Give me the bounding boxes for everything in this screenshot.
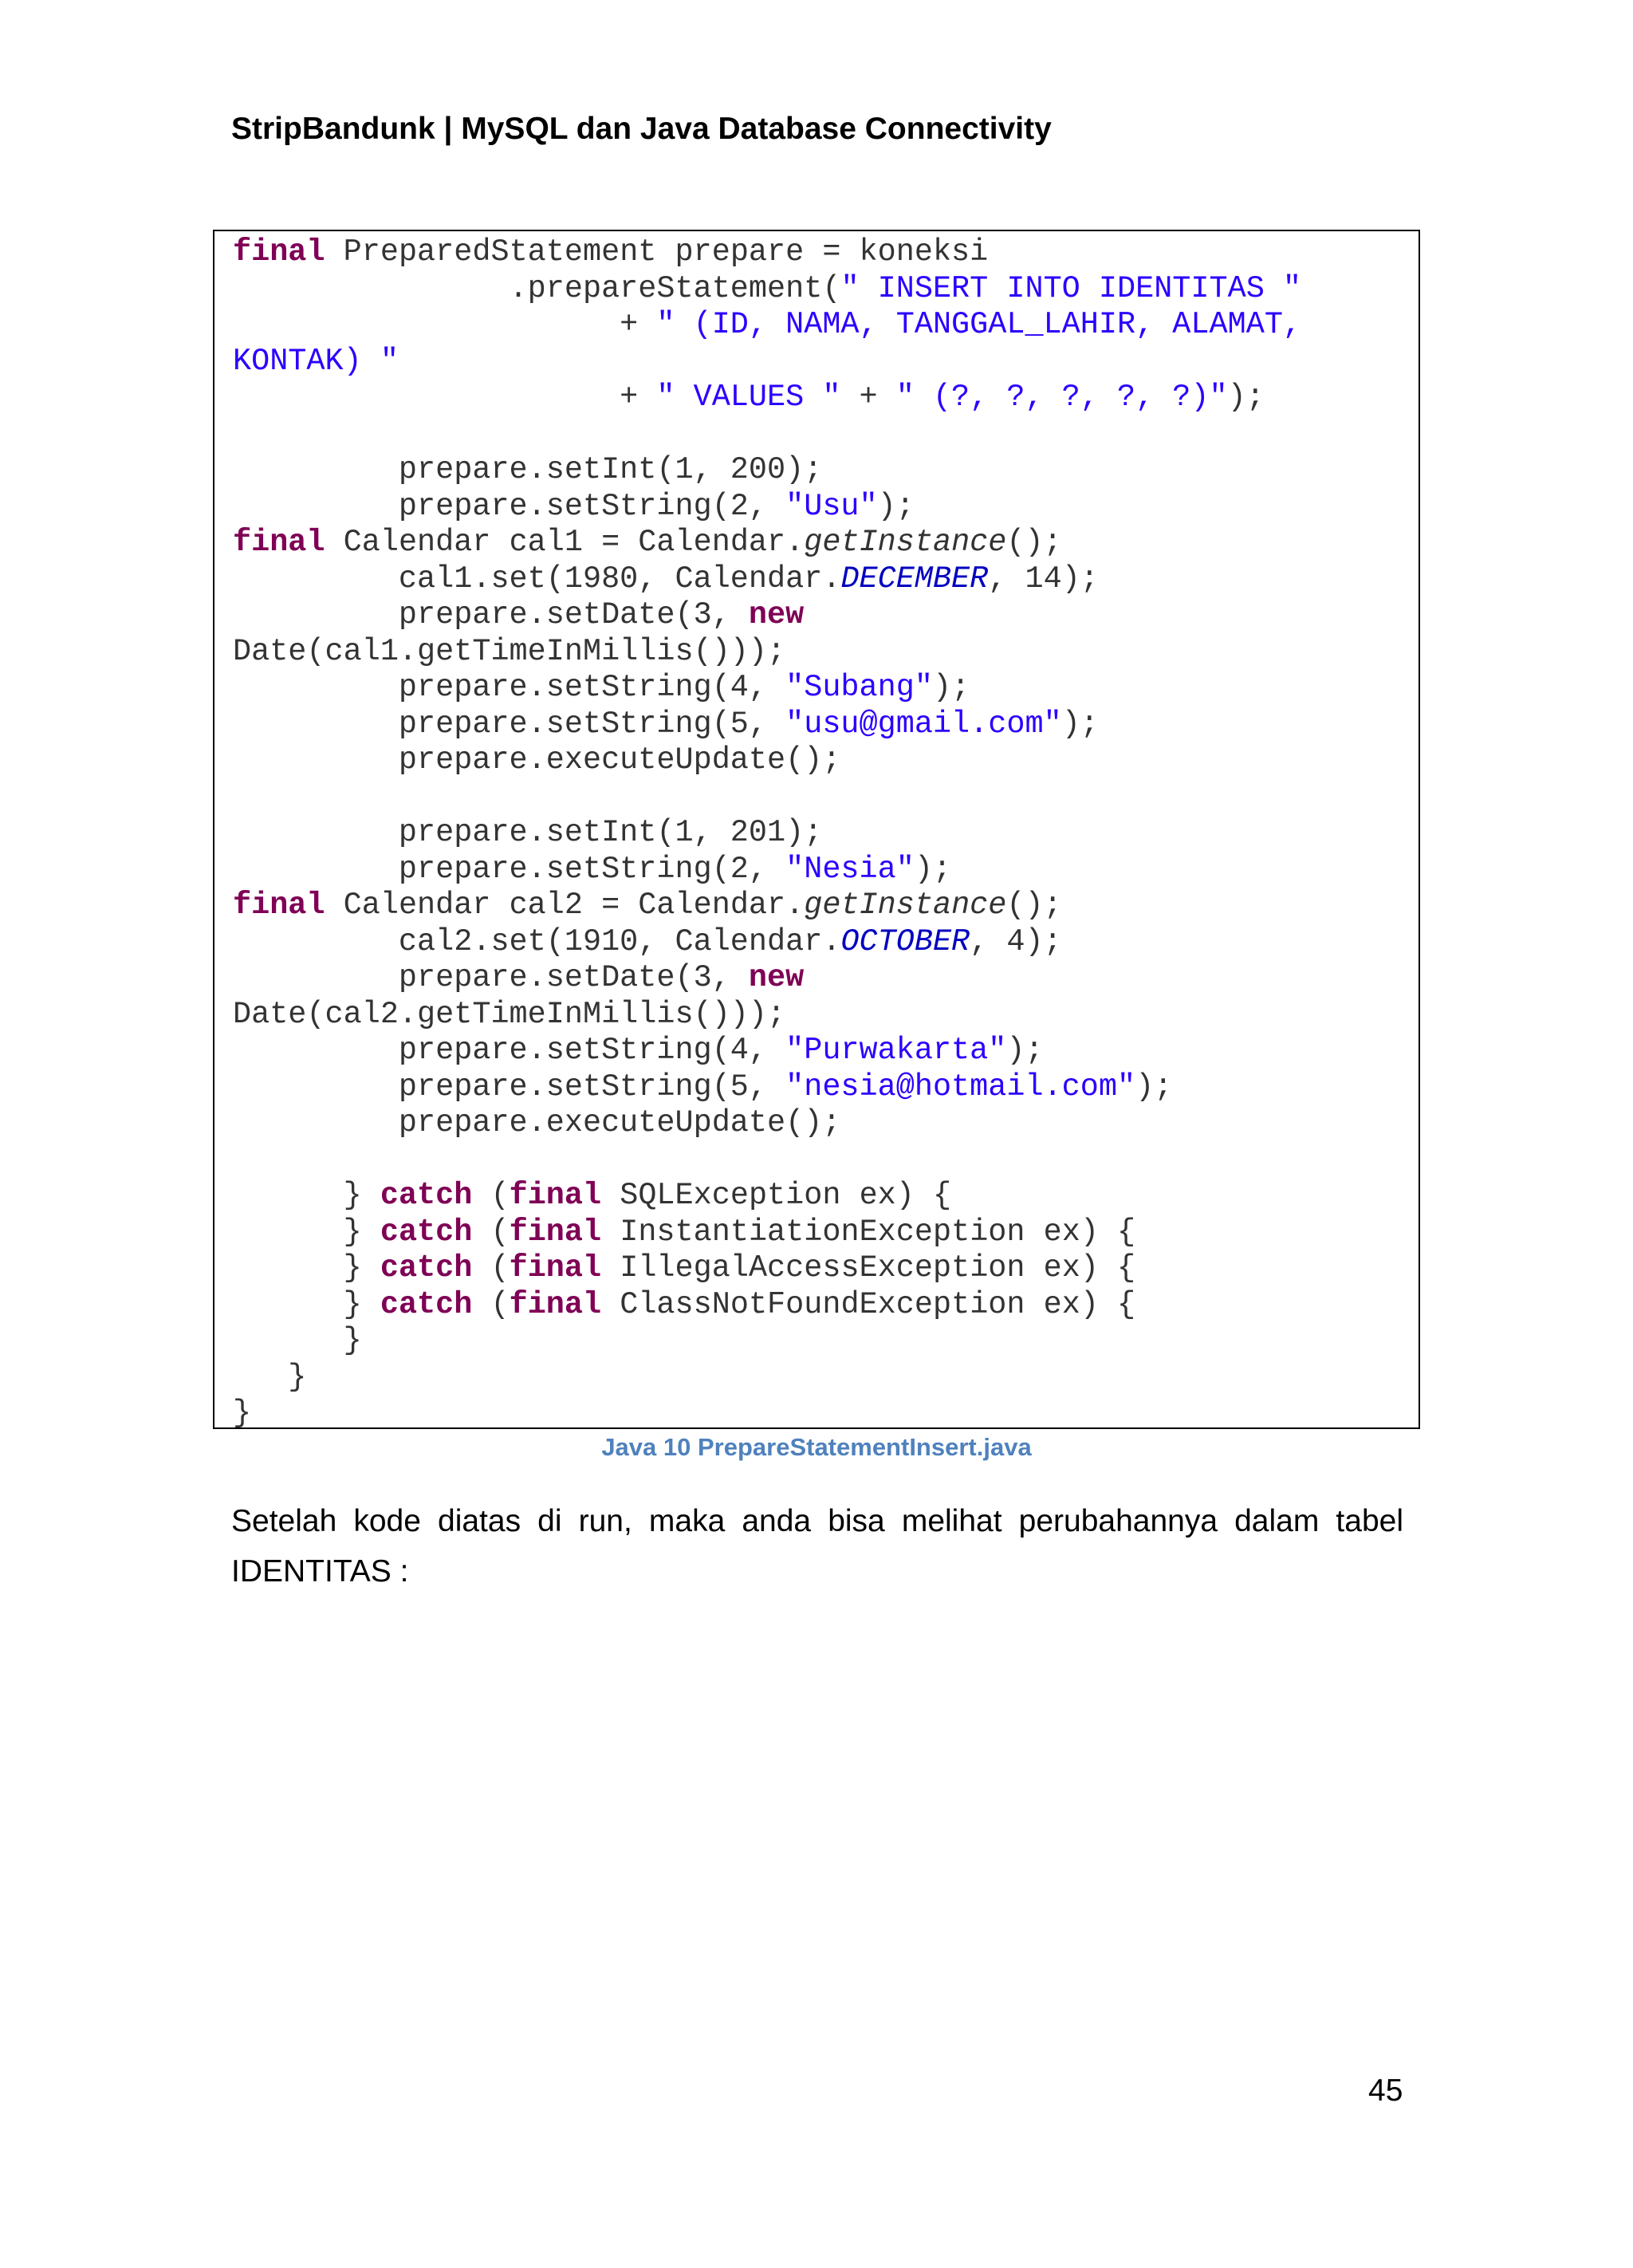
code-line	[233, 1033, 1044, 1068]
body-paragraph: Setelah kode diatas di run, maka anda bisa melihat perubahannya dalam tabel IDENTITAS :	[231, 1504, 1403, 1589]
code-token: , 4);	[970, 923, 1062, 959]
code-token: catch	[380, 1214, 473, 1250]
code-token: "Subang"	[785, 670, 933, 705]
code-token: getInstance	[804, 888, 1007, 923]
code-line	[233, 561, 1099, 597]
code-line	[233, 924, 1062, 959]
code-token: );	[1006, 1033, 1044, 1068]
code-token: final	[233, 234, 325, 270]
code-line	[233, 670, 970, 705]
code-token: Calendar cal1 = Calendar.	[325, 525, 805, 560]
code-line	[233, 1105, 840, 1140]
code-line	[233, 525, 1062, 560]
code-token: }	[233, 1323, 362, 1358]
code-token: );	[1135, 1069, 1173, 1104]
code-token: final	[509, 1178, 602, 1213]
code-line	[233, 1250, 1135, 1286]
code-token: prepare.setString(2,	[233, 851, 786, 887]
code-token: }	[233, 1396, 252, 1429]
code-line	[233, 888, 1062, 923]
code-token: Date(cal2.getTimeInMillis()));	[233, 996, 786, 1032]
code-line	[233, 1178, 951, 1213]
code-token: +	[840, 380, 896, 415]
code-token: (	[472, 1286, 510, 1322]
code-token: OCTOBER	[840, 923, 970, 959]
code-token: ClassNotFoundException ex) {	[601, 1286, 1136, 1322]
code-token: PreparedStatement prepare = koneksi	[325, 234, 989, 270]
code-token: prepare.setDate(3,	[233, 597, 749, 632]
code-token: );	[1227, 380, 1265, 415]
code-token: (	[472, 1214, 510, 1250]
code-line	[233, 1287, 1135, 1322]
code-token: " INSERT INTO IDENTITAS "	[840, 270, 1302, 306]
code-token: prepare.setString(2,	[233, 488, 786, 524]
code-token: prepare.setInt(1, 200);	[233, 452, 823, 487]
code-line	[233, 742, 840, 778]
code-line	[233, 597, 804, 632]
code-token: " (?, ?, ?, ?, ?)"	[895, 380, 1228, 415]
code-token: IllegalAccessException ex) {	[601, 1250, 1136, 1286]
code-token: prepare.setInt(1, 201);	[233, 815, 823, 850]
code-token: );	[1061, 706, 1099, 742]
code-token: "nesia@hotmail.com"	[785, 1069, 1136, 1104]
code-token: , 14);	[988, 561, 1099, 597]
code-line	[233, 634, 785, 669]
code-token: prepare.setString(5,	[233, 1069, 786, 1104]
code-token: getInstance	[804, 525, 1007, 560]
code-token: DECEMBER	[840, 561, 989, 597]
code-token: prepare.setDate(3,	[233, 960, 749, 995]
code-token: (	[472, 1178, 510, 1213]
code-line	[233, 380, 1265, 415]
code-token: "Usu"	[785, 488, 878, 524]
code-token: catch	[380, 1250, 473, 1286]
code-line	[233, 707, 1099, 742]
code-block	[233, 234, 1301, 1429]
code-token: prepare.setString(4,	[233, 1033, 786, 1068]
code-caption: Java 10 PrepareStatementInsert.java	[601, 1433, 1032, 1461]
code-line	[233, 852, 951, 887]
code-token: final	[233, 525, 325, 560]
code-token: }	[233, 1178, 380, 1213]
code-token: final	[509, 1286, 602, 1322]
code-line	[233, 271, 1301, 306]
code-line	[233, 960, 804, 995]
code-token: " VALUES "	[656, 380, 841, 415]
code-token: prepare.setString(4,	[233, 670, 786, 705]
code-line	[233, 234, 988, 270]
code-token: );	[877, 488, 915, 524]
code-line	[233, 1396, 251, 1429]
code-token: }	[233, 1214, 380, 1250]
code-line	[233, 997, 785, 1032]
code-token: prepare.setString(5,	[233, 706, 786, 742]
code-token: }	[233, 1359, 307, 1395]
code-line	[233, 1215, 1135, 1250]
code-line	[233, 489, 915, 524]
code-token: final	[509, 1214, 602, 1250]
code-token: }	[233, 1250, 380, 1286]
code-line	[233, 1360, 306, 1395]
code-token: }	[233, 1286, 380, 1322]
code-line	[233, 815, 822, 850]
code-token: cal1.set(1980, Calendar.	[233, 561, 841, 597]
code-token: catch	[380, 1286, 473, 1322]
code-line	[233, 452, 822, 487]
code-token: cal2.set(1910, Calendar.	[233, 923, 841, 959]
code-line	[233, 1069, 1172, 1104]
code-token: SQLException ex) {	[601, 1178, 952, 1213]
code-token: prepare.executeUpdate();	[233, 1105, 841, 1140]
code-token: Date(cal1.getTimeInMillis()));	[233, 633, 786, 669]
code-token: "usu@gmail.com"	[785, 706, 1062, 742]
code-token: (	[472, 1250, 510, 1286]
code-listing-box	[213, 230, 1420, 1429]
running-header: StripBandunk | MySQL dan Java Database Connectivity	[231, 112, 1052, 146]
code-line	[233, 344, 399, 379]
code-line	[233, 307, 1301, 342]
code-token: new	[748, 960, 805, 995]
code-token: );	[914, 851, 952, 887]
code-token: ();	[1006, 525, 1062, 560]
code-token: " (ID, NAMA, TANGGAL_LAHIR, ALAMAT,	[656, 307, 1302, 342]
page-number: 45	[1368, 2073, 1403, 2108]
code-token: ();	[1006, 888, 1062, 923]
code-token: final	[233, 888, 325, 923]
code-token: KONTAK) "	[233, 343, 399, 379]
code-token: "Purwakarta"	[785, 1033, 1007, 1068]
code-token: "Nesia"	[785, 851, 915, 887]
code-line	[233, 1323, 362, 1358]
code-token: .prepareStatement(	[233, 270, 841, 306]
code-token: final	[509, 1250, 602, 1286]
code-token: +	[233, 307, 657, 342]
code-token: +	[233, 380, 657, 415]
code-token: prepare.executeUpdate();	[233, 742, 841, 778]
code-token: Calendar cal2 = Calendar.	[325, 888, 805, 923]
code-token: new	[748, 597, 805, 632]
code-token: );	[932, 670, 970, 705]
code-token: InstantiationException ex) {	[601, 1214, 1136, 1250]
code-token: catch	[380, 1178, 473, 1213]
